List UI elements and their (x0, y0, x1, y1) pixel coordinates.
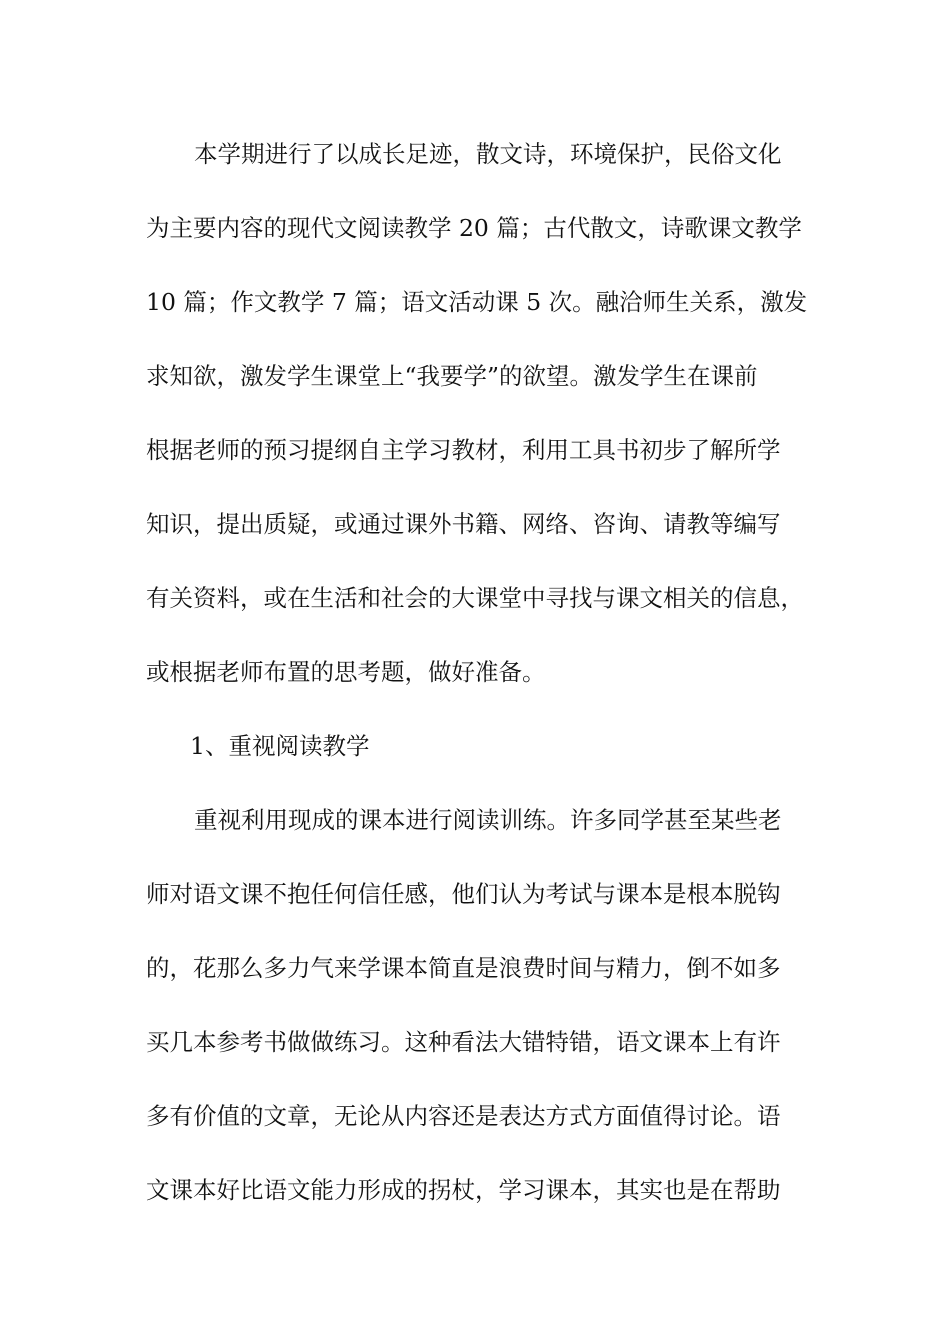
paragraph-line: 或根据老师布置的思考题，做好准备。 (146, 658, 546, 686)
paragraph-line: 有关资料，或在生活和社会的大课堂中寻找与课文相关的信息， (146, 584, 804, 612)
paragraph-line: 求知欲，激发学生课堂上“我要学”的欲望。激发学生在课前 (146, 362, 758, 390)
paragraph-line: 重视利用现成的课本进行阅读训练。许多同学甚至某些老 (194, 806, 782, 834)
paragraph-line: 知识，提出质疑，或通过课外书籍、网络、咨询、请教等编写 (146, 510, 781, 538)
paragraph-line: 文课本好比语文能力形成的拐杖，学习课本，其实也是在帮助 (146, 1176, 781, 1204)
paragraph-line: 10 篇；作文教学 7 篇；语文活动课 5 次。融洽师生关系，激发 (146, 288, 808, 316)
paragraph-line: 根据老师的预习提纲自主学习教材，利用工具书初步了解所学 (146, 436, 781, 464)
section-heading: 1、重视阅读教学 (190, 732, 370, 760)
paragraph-line: 本学期进行了以成长足迹，散文诗，环境保护，民俗文化 (194, 140, 782, 168)
paragraph-line: 师对语文课不抱任何信任感，他们认为考试与课本是根本脱钩 (146, 880, 781, 908)
paragraph-line: 买几本参考书做做练习。这种看法大错特错，语文课本上有许 (146, 1028, 781, 1056)
paragraph-line: 为主要内容的现代文阅读教学 20 篇；古代散文，诗歌课文教学 (146, 214, 802, 242)
paragraph-line: 多有价值的文章，无论从内容还是表达方式方面值得讨论。语 (146, 1102, 781, 1130)
paragraph-line: 的，花那么多力气来学课本简直是浪费时间与精力，倒不如多 (146, 954, 781, 982)
